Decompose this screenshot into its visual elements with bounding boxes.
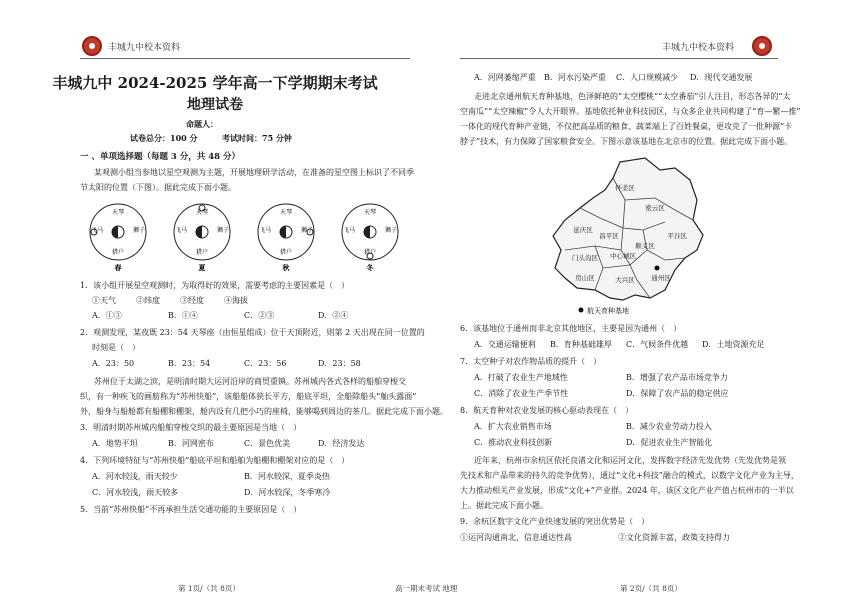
q5-option-b[interactable]: B．河水污染严重	[544, 73, 606, 82]
earth-shadow-icon	[364, 226, 370, 238]
constellation-label: 天琴	[195, 209, 209, 216]
breeding-base-marker-icon	[655, 266, 660, 271]
district-label: 大兴区	[615, 276, 635, 284]
district-label: 密云区	[645, 204, 665, 212]
constellation-label: 狮子	[384, 227, 398, 234]
q9-stem: 9．余杭区数字文化产业快速发展的突出优势是（ ）	[460, 517, 650, 526]
q5-option-c[interactable]: C．人口规模减少	[616, 73, 679, 82]
beijing-map	[525, 150, 725, 320]
q5-stem: 5．当前“苏州快船”不再承担生活交通功能的主要原因是（ ）	[80, 505, 302, 514]
q1-stem: 1．该小组开展星空观测时，为取得好的效果，需要考虑的主要因素是（ ）	[80, 281, 350, 290]
q6-option-d[interactable]: D．土地资源充足	[702, 340, 765, 349]
exam-title: 丰城九中 2024-2025 学年高一下学期期末考试	[52, 74, 378, 92]
passage2-line-3: 外，船身与船舱都有船棚和棚架，舱内设有几把小巧的座椅，能够喝到周边的茶几。据此完成下面小题。	[80, 407, 448, 416]
constellation-label: 狮子	[300, 227, 314, 234]
q5-option-d[interactable]: D．现代交通发展	[690, 73, 753, 82]
q7-option-b[interactable]: B．增强了农产品市场竞争力	[626, 373, 728, 382]
right-page-number: 第 2页/（共 8页）	[620, 584, 682, 593]
earth-shadow-icon	[280, 226, 286, 238]
q2-option-b[interactable]: B．23：54	[168, 359, 211, 368]
q7-option-a[interactable]: A．打破了农业生产地域性	[474, 373, 568, 382]
constellation-label: 猎户	[279, 249, 293, 256]
q8-option-b[interactable]: B．减少农业劳动力投入	[626, 422, 712, 431]
time-info: 考试时间：75 分钟	[222, 133, 292, 143]
footer-center-label: 高一期末考试 地理	[395, 584, 458, 593]
q4-option-b[interactable]: B．河水较深，夏季炎热	[244, 472, 330, 481]
q9-item-2: ②文化资源丰富，政策支持得力	[618, 533, 730, 542]
header-divider-right	[460, 58, 778, 59]
q3-option-d[interactable]: D．经济发达	[318, 439, 365, 448]
passage3-line-1: 走进北京通州航天育种基地，色泽鲜艳的“太空樱桃”“太空番茄”引人注目，形态各异的“太	[474, 92, 791, 101]
season-label: 春	[114, 264, 122, 272]
q6-option-b[interactable]: B．育种基础雄厚	[550, 340, 612, 349]
season-label: 秋	[282, 264, 290, 272]
district-label: 中心城区	[610, 252, 636, 260]
q4-option-a[interactable]: A．河水较浅，雨天较少	[92, 472, 178, 481]
constellation-label: 飞马	[342, 227, 356, 234]
q2-option-c[interactable]: C．23：56	[244, 359, 287, 368]
q6-stem: 6．该基地位于通州而非北京其他地区，主要是因为通州（ ）	[460, 324, 682, 333]
right-page	[430, 0, 860, 608]
constellation-label: 猎户	[195, 249, 209, 256]
q2-option-d[interactable]: D．23：58	[318, 359, 361, 368]
q1-item-3: ③经度	[180, 296, 204, 305]
passage4-line-3: 大力推动相关产业发展，形成“文化+”产业群。2024 年，该区文化产业产值占杭州市的一半以	[460, 486, 794, 495]
q4-option-d[interactable]: D．河水较深，冬季寒冷	[244, 488, 331, 497]
passage3-line-4: 脖子”技术，有力保障了国家粮食安全。下图示意该基地在北京市的位置。据此完成下面小题。	[460, 137, 793, 146]
q1-option-b[interactable]: B．①④	[168, 311, 198, 320]
passage2-line-1: 苏州位于太湖之滨，是明清时期大运河沿岸的商贸重镇。苏州城内各式各样的船舶穿梭交	[94, 377, 406, 386]
q5-option-a[interactable]: A．河网萎缩严重	[474, 73, 536, 82]
constellation-label: 天琴	[363, 209, 377, 216]
q2-option-a[interactable]: A．23：50	[92, 359, 135, 368]
earth-shadow-icon	[196, 226, 202, 238]
district-label: 门头沟区	[572, 254, 598, 262]
left-header-brand: 丰城九中校本资料	[108, 43, 181, 53]
passage3-line-3: 一体化的现代育种产业链，不仅把高品质的粮食、蔬菜端上了百姓餐桌，更攻克了一批种源“卡	[460, 122, 793, 131]
q3-stem: 3．明清时期苏州城内船舶穿梭交织的最主要原因是当地（ ）	[80, 423, 302, 432]
q6-option-a[interactable]: A．交通运输便利	[474, 340, 536, 349]
passage3-line-2: 空南瓜”“太空辣椒”令人大开眼界。基地依托种业科技园区，与众多企业共同构建了“育—繁—推”	[460, 107, 801, 116]
district-label: 平谷区	[667, 232, 687, 240]
q8-option-d[interactable]: D．促进农业生产智能化	[626, 438, 713, 447]
passage2-line-2: 织，有一种疾飞的画舫称为“苏州快船”，该船船体狭长平方，船底平坦，全船除船头“舢头露面”	[80, 392, 417, 401]
q1-option-c[interactable]: C．②③	[244, 311, 275, 320]
left-page-number: 第 1页/（共 8页）	[178, 584, 240, 593]
district-label: 顺义区	[635, 242, 655, 250]
intro-line-1: 某观测小组当参地以星空观测为主题，开展地理研学活动，在准备的星空图上标识了不同季	[94, 168, 414, 177]
district-label: 怀柔区	[615, 184, 635, 192]
q8-option-a[interactable]: A．扩大农业销售市场	[474, 422, 552, 431]
constellation-label: 猎户	[111, 249, 125, 256]
q4-option-c[interactable]: C．河水较浅，雨天较多	[92, 488, 179, 497]
q7-option-c[interactable]: C．消除了农业生产季节性	[474, 389, 569, 398]
constellation-label: 飞马	[258, 227, 272, 234]
constellation-label: 猎户	[363, 249, 377, 256]
intro-line-2: 节太阳的位置（下图）。据此完成下面小题。	[80, 183, 236, 192]
q3-option-a[interactable]: A．地势平坦	[92, 439, 138, 448]
passage4-line-2: 先技术和产品带来的持久的竞争优势），通过“文化+科技”融合的模式，以数字文化产业为主导，	[460, 471, 799, 480]
header-divider	[80, 58, 410, 59]
exam-subtitle: 地理试卷	[187, 97, 243, 113]
star-charts-figure	[80, 198, 410, 276]
legend-marker-icon	[579, 308, 584, 313]
district-label: 昌平区	[599, 232, 619, 240]
q1-option-a[interactable]: A．①③	[92, 311, 122, 320]
season-label: 夏	[198, 264, 206, 272]
q2-stem-2: 时刻是（ ）	[92, 343, 140, 352]
author-label: 命题人：	[186, 119, 218, 129]
q6-option-c[interactable]: C．气候条件优越	[626, 340, 689, 349]
q1-item-1: ①天气	[92, 296, 116, 305]
q1-item-4: ④海拔	[224, 296, 248, 305]
passage4-line-4: 上。据此完成下面小题。	[460, 501, 548, 510]
constellation-label: 天琴	[111, 209, 125, 216]
constellation-label: 狮子	[216, 227, 230, 234]
earth-shadow-icon	[112, 226, 118, 238]
district-label: 通州区	[651, 274, 671, 282]
right-header-brand: 丰城九中校本资料	[662, 43, 735, 53]
school-logo-icon-right	[752, 36, 772, 56]
q3-option-b[interactable]: B．河网密布	[168, 439, 214, 448]
q4-stem: 4．下列环境特征与“苏州快船”船底平坦和船舶为船棚和棚架对应的是（ ）	[80, 456, 350, 465]
q9-item-1: ①运河沟通南北，信息通达性高	[460, 533, 572, 542]
section-heading: 一 、单项选择题（每题 3 分，共 48 分）	[80, 152, 241, 162]
constellation-label: 天琴	[279, 209, 293, 216]
q3-option-c[interactable]: C．景色优美	[244, 439, 291, 448]
q2-stem-1: 2．观测发现，某夜既 23：54 天琴座（由恒星组成）位于天顶附近，则第 2 天出现在同一位置的	[80, 328, 425, 337]
q7-option-d[interactable]: D．保障了农产品的稳定供应	[626, 389, 729, 398]
passage4-line-1: 近年来，杭州市余杭区依托良渚文化和运河文化，发挥数字经济先发优势（先发优势是领	[474, 456, 786, 465]
q8-option-c[interactable]: C．推动农业科技创新	[474, 438, 553, 447]
q8-stem: 8．航天育种对农业发展的核心驱动表现在（ ）	[460, 406, 634, 415]
q7-stem: 7．太空种子对农作物品质的提升（ ）	[460, 357, 602, 366]
school-logo-icon	[82, 36, 102, 56]
constellation-label: 飞马	[90, 227, 104, 234]
score-info: 试卷总分：100 分	[130, 133, 198, 143]
district-label: 延庆区	[573, 226, 593, 234]
q1-item-2: ②纬度	[136, 296, 160, 305]
season-label: 冬	[366, 264, 374, 272]
map-legend-label: 航天育种基地	[587, 307, 629, 315]
constellation-label: 飞马	[174, 227, 188, 234]
q1-option-d[interactable]: D．②④	[318, 311, 349, 320]
constellation-label: 狮子	[132, 227, 146, 234]
district-label: 房山区	[575, 274, 595, 282]
